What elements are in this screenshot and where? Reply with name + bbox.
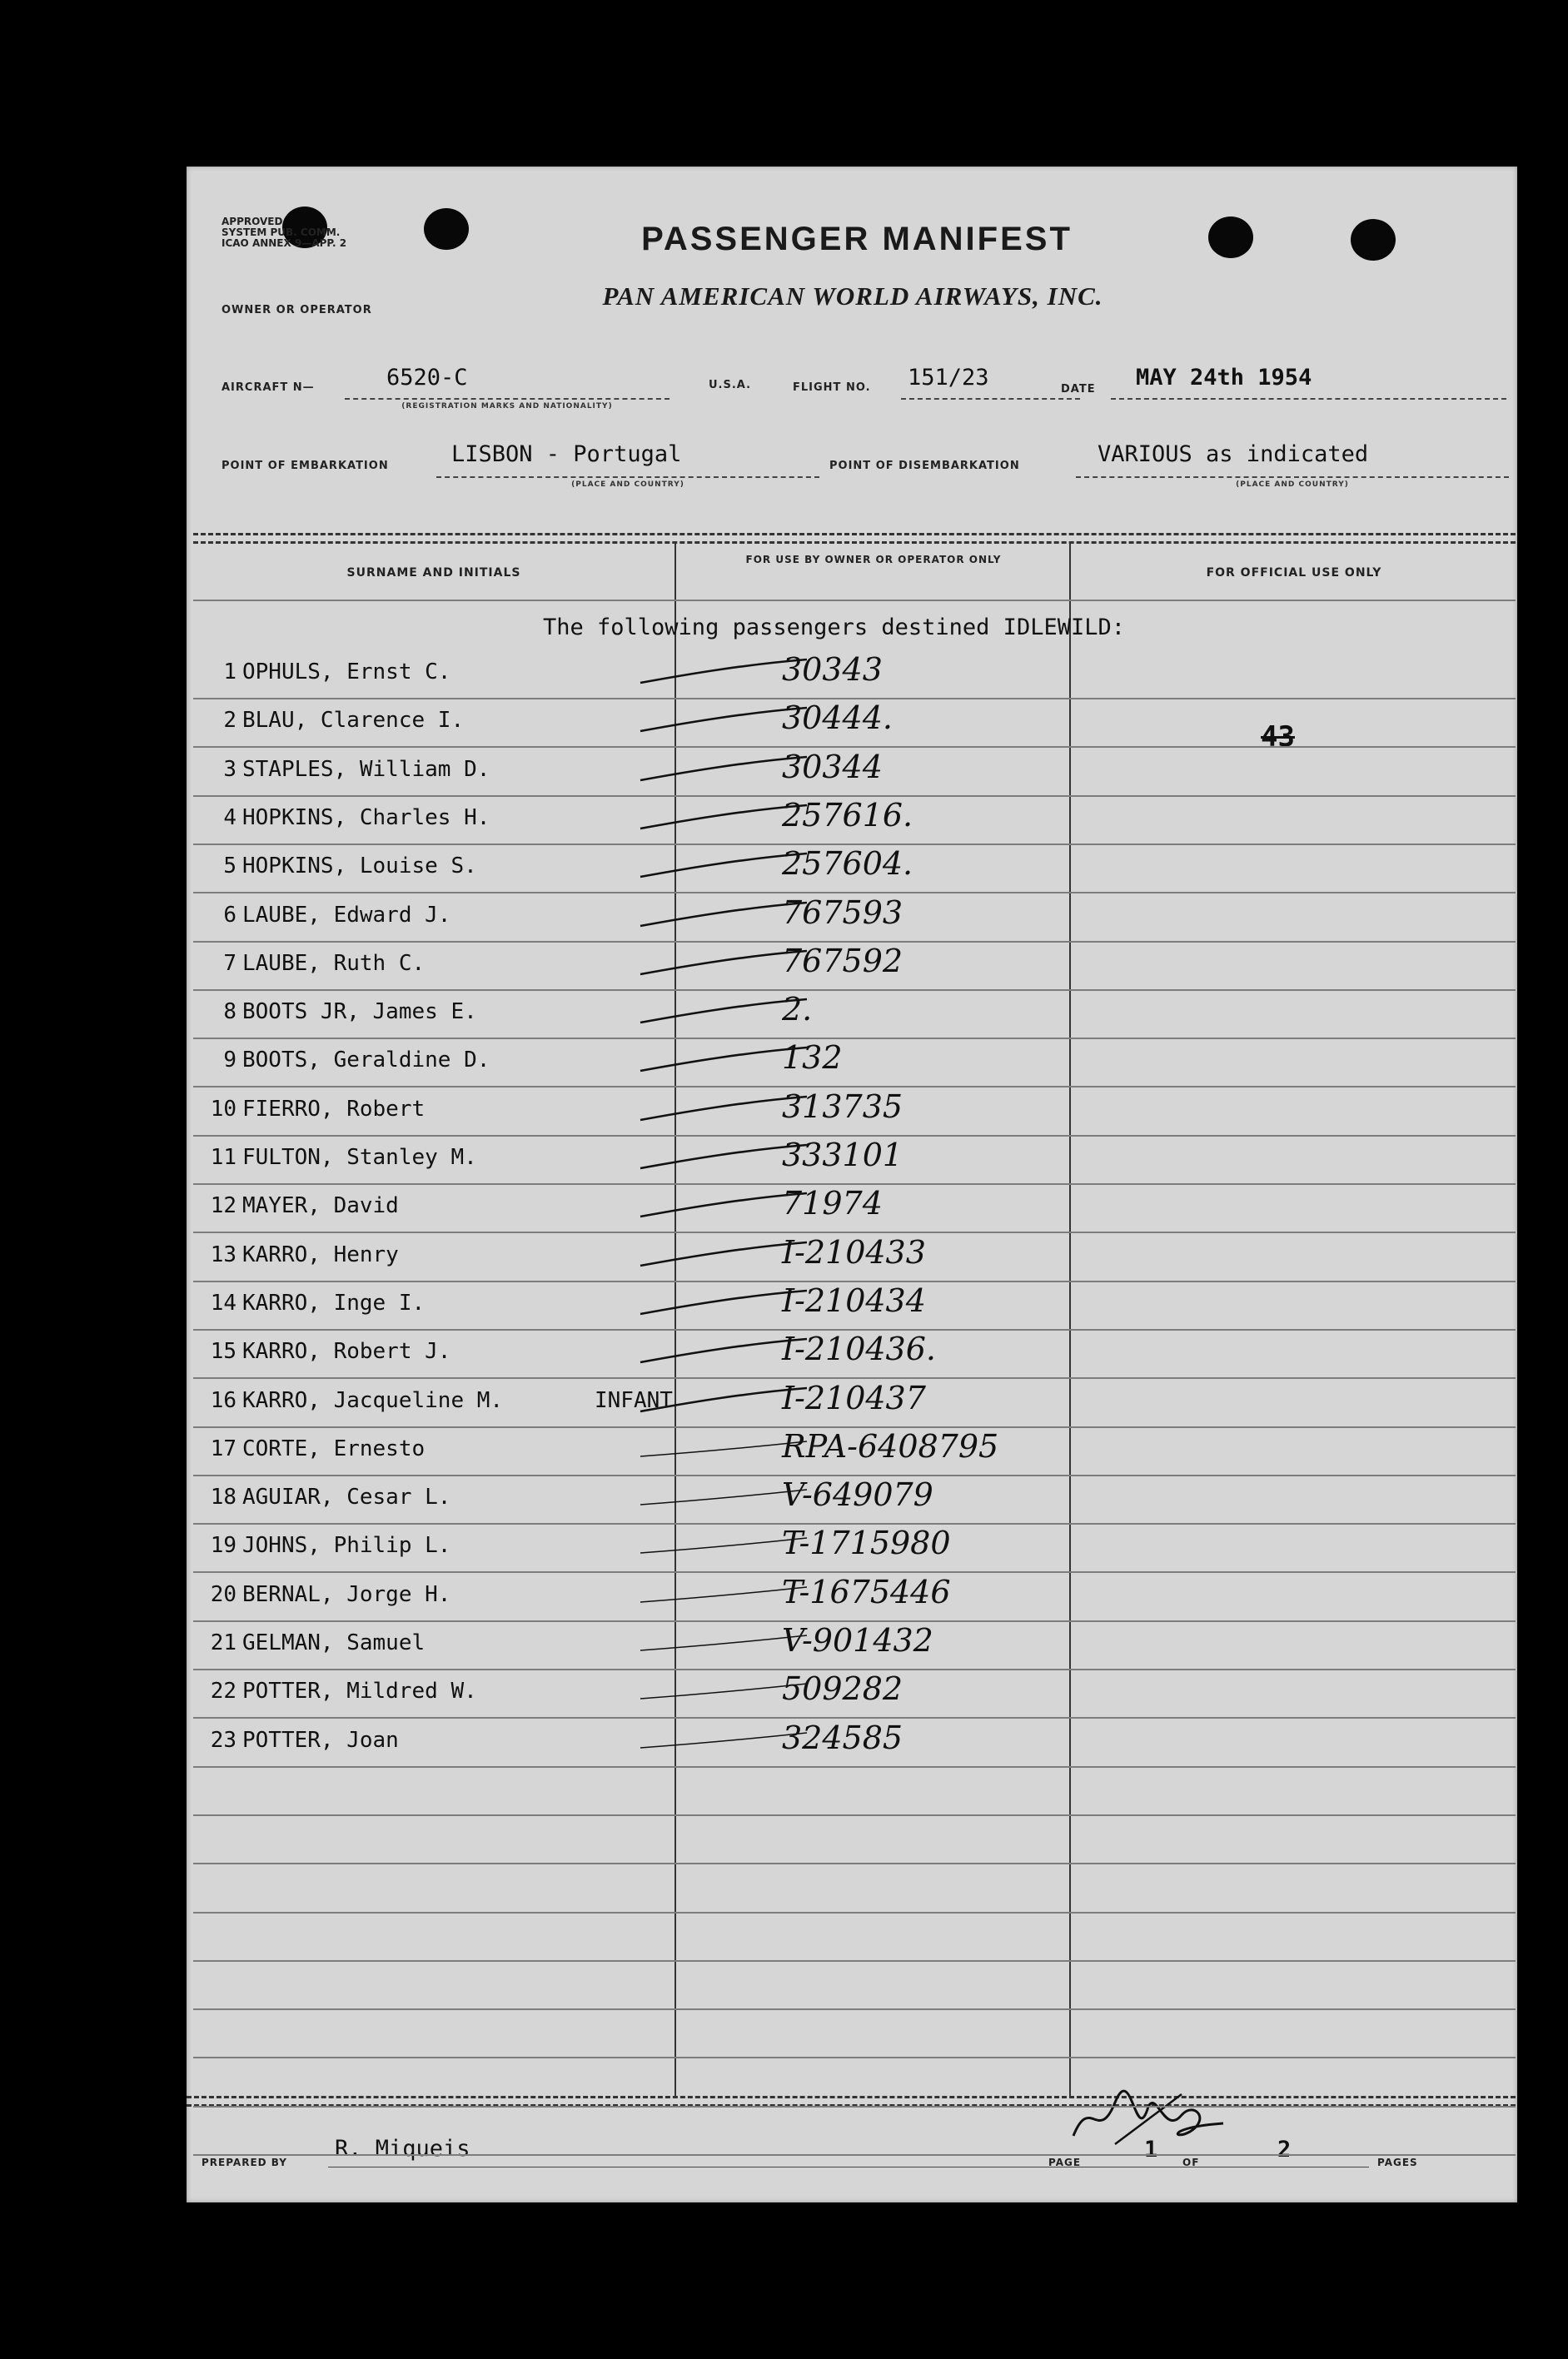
row-rule <box>193 1329 1516 1331</box>
passenger-name: CORTE, Ernesto <box>242 1436 426 1461</box>
approval-stamp <box>222 216 346 249</box>
table-row <box>187 1620 1517 1669</box>
passport-number: RPA-6408795 <box>782 1428 999 1465</box>
passenger-name: FIERRO, Robert <box>242 1097 426 1122</box>
passenger-name: STAPLES, William D. <box>242 757 490 782</box>
destination-line: The following passengers destined IDLEWILD: <box>543 615 1125 640</box>
passenger-number: 8 <box>223 999 236 1024</box>
table-row <box>187 1572 1517 1620</box>
passport-number: 30343 <box>782 651 883 688</box>
passenger-note: INFANT <box>595 1388 673 1413</box>
passport-number: 2. <box>782 991 813 1028</box>
embarkation-underline <box>436 476 819 478</box>
pages-label: PAGES <box>1377 2157 1418 2168</box>
table-row <box>187 1426 1517 1475</box>
table-row <box>187 1669 1517 1717</box>
table-row <box>187 1183 1517 1232</box>
passenger-number: 13 <box>210 1242 236 1267</box>
passport-number: 30344 <box>782 749 883 785</box>
passenger-number: 1 <box>223 659 236 684</box>
date-underline <box>1111 398 1506 400</box>
column-header-owner-use: FOR USE BY OWNER OR OPERATOR ONLY <box>745 554 1002 565</box>
passenger-name: LAUBE, Edward J. <box>242 903 451 928</box>
passenger-number: 10 <box>210 1097 236 1122</box>
table-row <box>187 1718 1517 1766</box>
table-bottom-rule <box>187 2096 1516 2098</box>
passenger-name: BOOTS JR, James E. <box>242 999 477 1024</box>
passport-number: I-210434 <box>782 1282 926 1319</box>
passenger-number: 19 <box>210 1533 236 1558</box>
embarkation-label: POINT OF EMBARKATION <box>222 460 389 472</box>
row-rule <box>193 989 1516 991</box>
flight-no-value: 151/23 <box>908 365 989 391</box>
table-row <box>187 844 1517 892</box>
passenger-name: FULTON, Stanley M. <box>242 1145 477 1170</box>
passenger-number: 15 <box>210 1339 236 1364</box>
table-row <box>187 698 1517 746</box>
passenger-name: POTTER, Joan <box>242 1728 399 1753</box>
passenger-number: 6 <box>223 903 236 928</box>
stamp-line: APPROVED <box>222 216 283 227</box>
row-rule <box>193 1814 1516 1816</box>
row-rule <box>193 1669 1516 1670</box>
passenger-name: AGUIAR, Cesar L. <box>242 1485 451 1510</box>
passenger-number: 18 <box>210 1485 236 1510</box>
passport-number: 333101 <box>782 1137 903 1173</box>
passport-number: 767592 <box>782 943 903 979</box>
embarkation-caption: (PLACE AND COUNTRY) <box>571 480 684 489</box>
passport-number: 71974 <box>782 1185 883 1222</box>
passport-number: 324585 <box>782 1719 903 1756</box>
row-rule <box>193 1281 1516 1282</box>
stamp-line: SYSTEM PUB. COMM. <box>222 226 341 238</box>
row-rule <box>193 892 1516 893</box>
row-rule <box>193 2106 1516 2108</box>
row-rule <box>193 1086 1516 1087</box>
passport-number: 257604. <box>782 845 913 882</box>
punch-hole <box>1208 216 1253 258</box>
aircraft-label: AIRCRAFT N— <box>222 381 315 394</box>
punch-hole <box>1351 219 1396 261</box>
passenger-name: BOOTS, Geraldine D. <box>242 1048 490 1072</box>
passenger-name: BLAU, Clarence I. <box>242 708 465 733</box>
passenger-name: HOPKINS, Louise S. <box>242 854 477 878</box>
page-title: PASSENGER MANIFEST <box>641 221 1073 257</box>
row-rule <box>193 2154 1516 2156</box>
row-rule <box>193 1135 1516 1137</box>
column-header-official-use: FOR OFFICIAL USE ONLY <box>1206 566 1382 580</box>
table-row <box>187 1038 1517 1086</box>
usa-label: U.S.A. <box>709 379 752 391</box>
header-bottom-line <box>193 600 1516 601</box>
row-rule <box>193 1717 1516 1719</box>
page-label: PAGE <box>1048 2157 1082 2168</box>
table-row <box>187 1087 1517 1135</box>
row-rule <box>193 1960 1516 1962</box>
passport-number: V-649079 <box>782 1476 933 1513</box>
row-rule <box>193 698 1516 699</box>
passenger-number: 23 <box>210 1728 236 1753</box>
date-label: DATE <box>1061 383 1096 396</box>
passenger-number: 17 <box>210 1436 236 1461</box>
passport-number: V-901432 <box>782 1622 933 1659</box>
table-row <box>187 1378 1517 1426</box>
table-row <box>187 1523 1517 1571</box>
aircraft-value: 6520-C <box>386 365 468 391</box>
aircraft-underline <box>345 398 670 400</box>
passenger-number: 22 <box>210 1679 236 1704</box>
row-rule <box>193 1038 1516 1039</box>
airline-name: PAN AMERICAN WORLD AIRWAYS, INC. <box>602 281 1103 311</box>
passport-number: T-1675446 <box>782 1574 951 1610</box>
prepared-by-value: R. Miqueis <box>335 2136 470 2162</box>
embarkation-value: LISBON - Portugal <box>451 441 682 467</box>
total-pages-value: 2 <box>1277 2137 1292 2162</box>
passenger-number: 2 <box>223 708 236 733</box>
flight-underline <box>901 398 1080 400</box>
disembarkation-caption: (PLACE AND COUNTRY) <box>1236 480 1349 489</box>
passenger-number: 11 <box>210 1145 236 1170</box>
table-row <box>187 1135 1517 1183</box>
passenger-name: HOPKINS, Charles H. <box>242 805 490 830</box>
passenger-number: 12 <box>210 1193 236 1218</box>
passenger-name: MAYER, David <box>242 1193 399 1218</box>
passenger-name: KARRO, Robert J. <box>242 1339 451 1364</box>
table-row <box>187 1281 1517 1329</box>
official-note: 43 <box>1261 720 1295 754</box>
owner-operator-label: OWNER OR OPERATOR <box>222 304 372 316</box>
row-rule <box>193 2057 1516 2058</box>
row-rule <box>193 1766 1516 1768</box>
page-value: 1 <box>1144 2137 1158 2162</box>
table-row <box>187 795 1517 844</box>
table-row <box>187 1329 1517 1377</box>
row-rule <box>193 2008 1516 2010</box>
passenger-name: KARRO, Inge I. <box>242 1291 426 1316</box>
passenger-name: JOHNS, Philip L. <box>242 1533 451 1558</box>
passenger-name: GELMAN, Samuel <box>242 1630 426 1655</box>
disembarkation-value: VARIOUS as indicated <box>1098 441 1369 467</box>
disembarkation-label: POINT OF DISEMBARKATION <box>829 460 1020 472</box>
passport-number: 257616. <box>782 797 913 834</box>
passenger-name: LAUBE, Ruth C. <box>242 951 426 976</box>
row-rule <box>193 795 1516 797</box>
passport-number: I-210437 <box>782 1380 926 1416</box>
row-rule <box>193 844 1516 845</box>
passport-number: 132 <box>782 1039 843 1076</box>
flight-no-label: FLIGHT NO. <box>793 381 871 394</box>
passport-number: 313735 <box>782 1088 903 1125</box>
passenger-number: 21 <box>210 1630 236 1655</box>
row-rule <box>193 1571 1516 1573</box>
passenger-number: 20 <box>210 1582 236 1607</box>
row-rule <box>193 1183 1516 1185</box>
passenger-name: OPHULS, Ernst C. <box>242 659 451 684</box>
of-label: OF <box>1182 2157 1200 2168</box>
passport-number: 509282 <box>782 1670 903 1707</box>
passport-number: 767593 <box>782 894 903 931</box>
punch-hole <box>424 208 469 250</box>
table-row <box>187 649 1517 698</box>
passenger-number: 3 <box>223 757 236 782</box>
table-row <box>187 1232 1517 1281</box>
date-value: MAY 24th 1954 <box>1136 365 1312 391</box>
manifest-sheet <box>187 167 1517 2202</box>
passenger-number: 5 <box>223 854 236 878</box>
passport-number: I-210436. <box>782 1331 936 1367</box>
table-row <box>187 989 1517 1038</box>
table-row <box>187 1475 1517 1523</box>
passenger-name: POTTER, Mildred W. <box>242 1679 477 1704</box>
row-rule <box>193 1377 1516 1379</box>
passenger-number: 16 <box>210 1388 236 1413</box>
table-row <box>187 747 1517 795</box>
row-rule <box>193 1912 1516 1914</box>
row-rule <box>193 1620 1516 1622</box>
table-row <box>187 941 1517 989</box>
passenger-name: KARRO, Jacqueline M. <box>242 1388 504 1413</box>
row-rule <box>193 1426 1516 1428</box>
passenger-number: 9 <box>223 1048 236 1072</box>
passenger-number: 7 <box>223 951 236 976</box>
signature-initials <box>1065 2086 1232 2152</box>
passenger-name: KARRO, Henry <box>242 1242 399 1267</box>
row-rule <box>193 1475 1516 1476</box>
passenger-number: 14 <box>210 1291 236 1316</box>
column-header-surname: SURNAME AND INITIALS <box>346 566 521 580</box>
table-top-rule <box>193 541 1516 544</box>
stamp-line: ICAO ANNEX 9—APP. 2 <box>222 237 347 249</box>
registration-caption: (REGISTRATION MARKS AND NATIONALITY) <box>401 402 613 411</box>
row-rule <box>193 941 1516 943</box>
table-row <box>187 893 1517 941</box>
passport-number: 30444. <box>782 699 893 736</box>
row-rule <box>193 1232 1516 1233</box>
row-rule <box>193 746 1516 748</box>
passport-number: I-210433 <box>782 1234 926 1271</box>
row-rule <box>193 1863 1516 1864</box>
passenger-number: 4 <box>223 805 236 830</box>
passenger-name: BERNAL, Jorge H. <box>242 1582 451 1607</box>
disembarkation-underline <box>1076 476 1509 478</box>
row-rule <box>193 1523 1516 1525</box>
prepared-by-label: PREPARED BY <box>202 2157 287 2168</box>
passport-number: T-1715980 <box>782 1525 951 1561</box>
table-top-rule <box>193 533 1516 535</box>
